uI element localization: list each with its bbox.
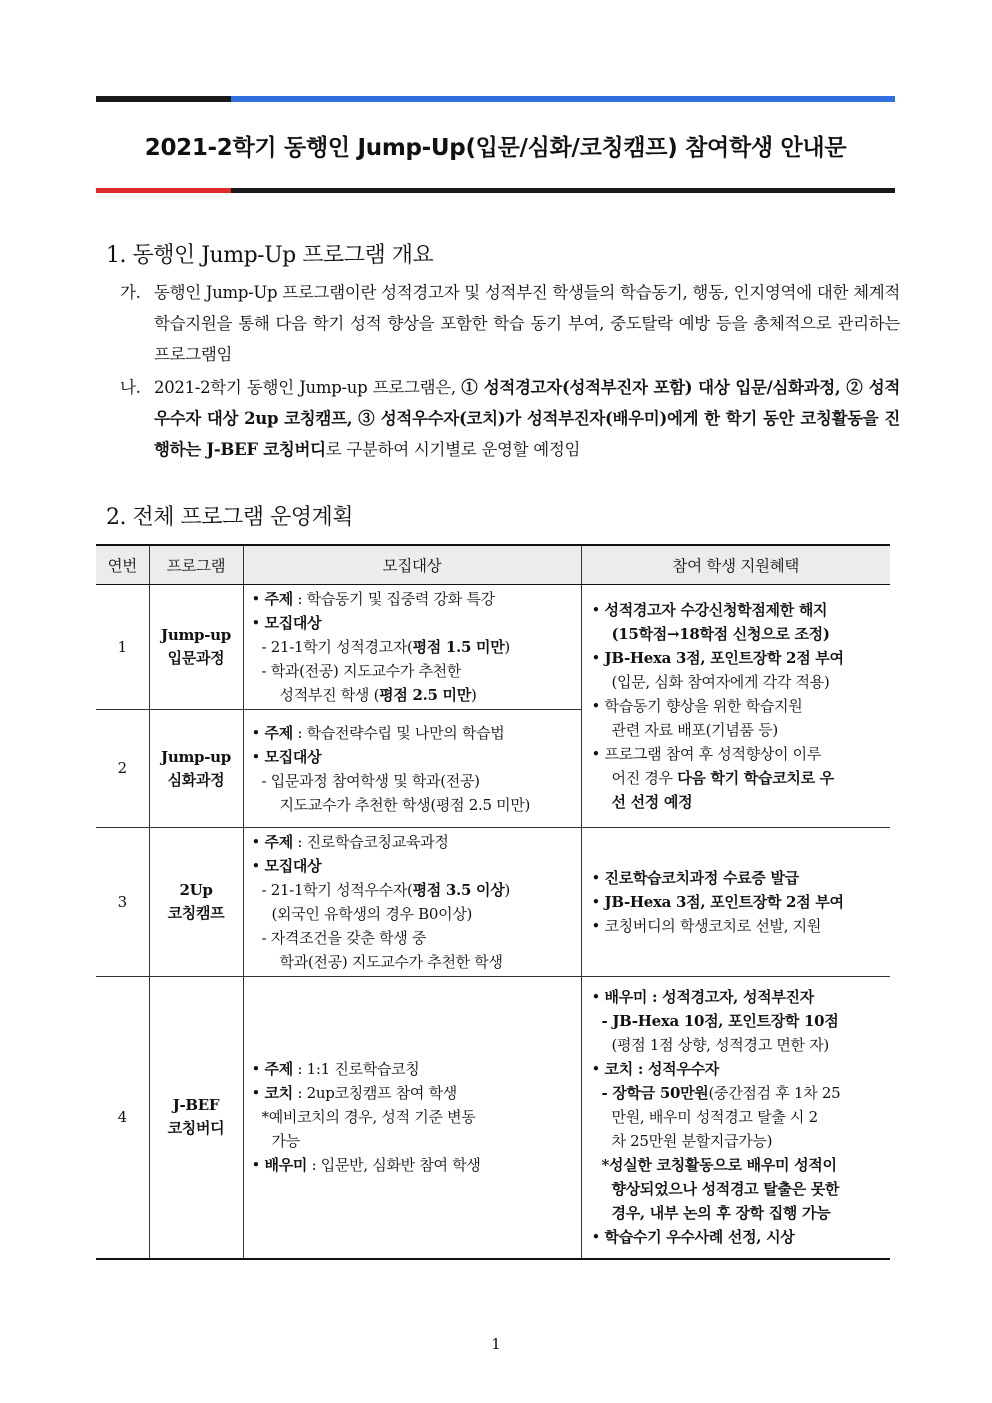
section1-heading: 1. 동행인 Jump-Up 프로그램 개요 — [106, 243, 434, 268]
header-program: 프로그램 — [149, 545, 243, 585]
row-no: 4 — [96, 977, 149, 1259]
row-program: Jump-up 심화과정 — [149, 710, 243, 828]
item-text: 동행인 Jump-Up 프로그램이란 성적경고자 및 성적부진 학생들의 학습동기, 행동, 인지영역에 대한 체계적 학습지원을 통해 다음 학기 성적 향상을 포함한 학습 동기 부여, 중도탈락 예방 등을 총체적으로 관리하는 프로그램임 — [154, 283, 900, 364]
header-no: 연번 — [96, 545, 149, 585]
row-target: • 주제 : 학습전략수립 및 나만의 학습법 • 모집대상 - 입문과정 참여학생 및 학과(전공) 지도교수가 추천한 학생(평점 2.5 미만) — [243, 710, 581, 828]
row-benefit-1-2: • 성적경고자 수강신청학점제한 해지 (15학점→18학점 신청으로 조정) • JB-Hexa 3점, 포인트장학 2점 부여 (입문, 심화 참여자에게 각각 적용) • 학습동기 향상을 위한 학습지원 관련 자료 배포(기념품 등) • 프로그램 참여 후 성적향상이 이루 어진 경우 다음 학기 학습코치로 우 선 선정 예정 — [581, 585, 890, 828]
program-plan-table — [96, 544, 890, 1260]
section1-item-ga — [120, 277, 900, 370]
title-box — [96, 96, 895, 194]
row-target: • 주제 : 학습동기 및 집중력 강화 특강 • 모집대상 - 21-1학기 성적경고자(평점 1.5 미만) - 학과(전공) 지도교수가 추천한 성적부진 학생 (평점 2.5 미만) — [243, 585, 581, 710]
row-target: • 주제 : 1:1 진로학습코칭 • 코치 : 2up코칭캠프 참여 학생 *예비코치의 경우, 성적 기준 변동 가능 • 배우미 : 입문반, 심화반 참여 학생 — [243, 977, 581, 1259]
table-row — [96, 585, 890, 710]
row-target: • 주제 : 진로학습코칭교육과정 • 모집대상 - 21-1학기 성적우수자(평점 3.5 이상) (외국인 유학생의 경우 B0이상) - 자격조건을 갖춘 학생 중 학과(전공) 지도교수가 추천한 학생 — [243, 828, 581, 977]
title-rule-bottom-dark — [231, 188, 895, 193]
header-target: 모집대상 — [243, 545, 581, 585]
section2-heading: 2. 전체 프로그램 운영계획 — [106, 505, 353, 530]
table-row — [96, 828, 890, 977]
section1-item-na — [120, 372, 900, 465]
row-benefit-3: • 진로학습코치과정 수료증 발급 • JB-Hexa 3점, 포인트장학 2점 부여 • 코칭버디의 학생코치로 선발, 지원 — [581, 828, 890, 977]
item-marker: 나. — [120, 378, 141, 397]
page-number: 1 — [491, 1335, 501, 1353]
row-program: J-BEF 코칭버디 — [149, 977, 243, 1259]
header-benefit: 참여 학생 지원혜택 — [581, 545, 890, 585]
item-marker: 가. — [120, 283, 141, 302]
row-no: 1 — [96, 585, 149, 710]
page-title: 2021-2학기 동행인 Jump-Up(입문/심화/코칭캠프) 참여학생 안내문 — [144, 134, 847, 161]
row-no: 3 — [96, 828, 149, 977]
row-program: Jump-up 입문과정 — [149, 585, 243, 710]
row-no: 2 — [96, 710, 149, 828]
table-header-row — [96, 545, 890, 585]
row-program: 2Up 코칭캠프 — [149, 828, 243, 977]
table-row — [96, 977, 890, 1259]
title-rule-bottom-red — [96, 188, 231, 193]
item-text: 2021-2학기 동행인 Jump-up 프로그램은, ① 성적경고자(성적부진자 포함) 대상 입문/심화과정, ② 성적우수자 대상 2up 코칭캠프, ③ 성적우수자(코치)가 성적부진자(배우미)에게 한 학기 동안 코칭활동을 진행하는 J-BEF 코칭버디로 구분하여 시기별로 운영할 예정임 — [154, 378, 901, 459]
row-benefit-4: • 배우미 : 성적경고자, 성적부진자 - JB-Hexa 10점, 포인트장학 10점 (평점 1점 상향, 성적경고 면한 자) • 코치 : 성적우수자 - 장학금 50만원(중간점검 후 1차 25 만원, 배우미 성적경고 탈출 시 2 차 25만원 분할지급가능) *성실한 코칭활동으로 배우미 성적이 향상되었으나 성적경고 탈출은 못한 경우, 내부 논의 후 장학 집행 가능 • 학습수기 우수사례 선정, 시상 — [581, 977, 890, 1259]
